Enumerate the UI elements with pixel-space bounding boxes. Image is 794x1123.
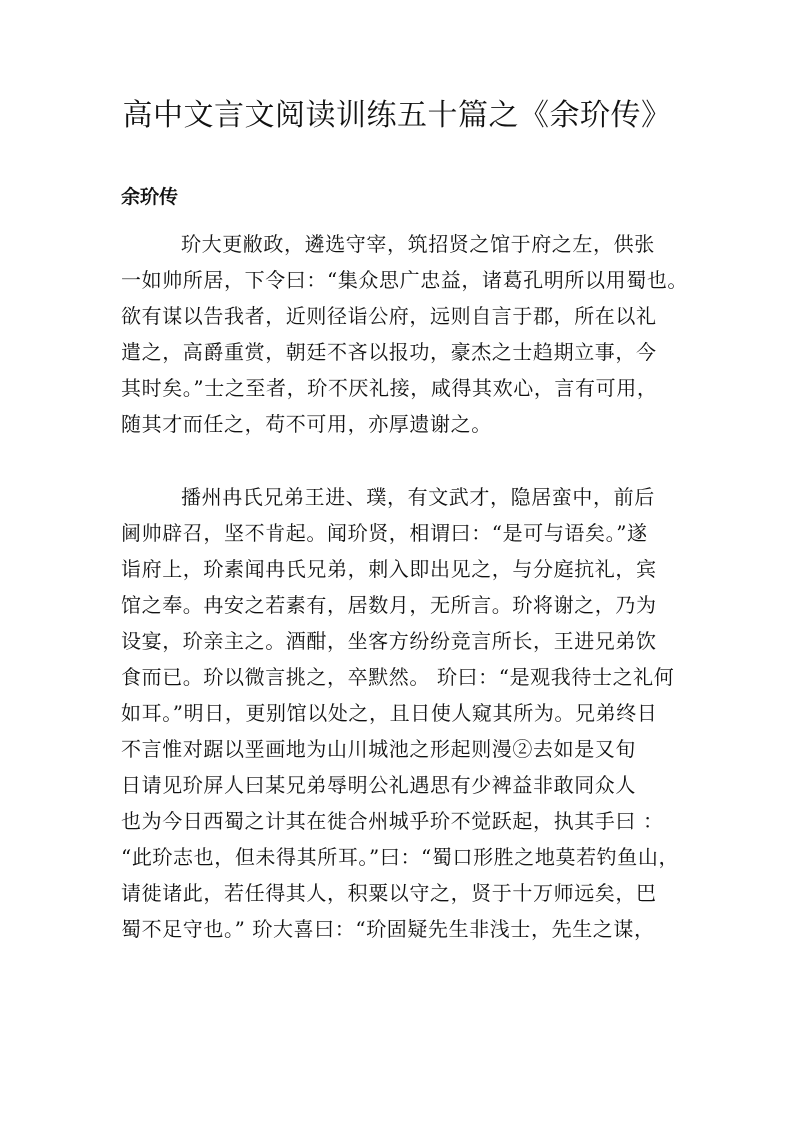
text-line: 馆之奉。冉安之若素有，居数月，无所言。玠将谢之，乃为 (121, 593, 657, 617)
text-line: 欲有谋以告我者，近则径诣公府，远则自言于郡，所在以礼 (121, 304, 657, 328)
text-line: 日请见玠屏人曰某兄弟辱明公礼遇思有少裨益非敢同众人 (121, 773, 636, 797)
text-line: 设宴，玠亲主之。酒酣，坐客方纷纷竞言所长，王进兄弟饮 (121, 629, 657, 653)
text-line: 也为今日西蜀之计其在徙合州城乎玠不觉跃起，执其手曰 ： (121, 809, 664, 833)
text-line: 播州冉氏兄弟王进、璞，有文武才，隐居蛮中，前后 (181, 485, 655, 509)
paragraph-1 (121, 226, 689, 442)
text-line: 玠大更敝政，遴选守宰，筑招贤之馆于府之左，供张 (181, 232, 655, 256)
text-line: 一如帅所居，下令曰：“集众思广忠益，诸葛孔明所以用蜀也。 (121, 268, 689, 292)
text-line: 阃帅辟召，坚不肯起。闻玠贤，相谓曰：“是可与语矣。”遂 (121, 521, 648, 545)
text-line: “此玠志也，但未得其所耳。”曰：“蜀口形胜之地莫若钓鱼山， (121, 845, 680, 869)
text-line: 随其才而任之，苟不可用，亦厚遗谢之。 (121, 412, 492, 436)
document-title: 高中文言文阅读训练五十篇之《余玠传》 (122, 98, 672, 133)
paragraph-2 (121, 479, 681, 947)
text-line: 如耳。”明日，更别馆以处之，且日使人窥其所为。兄弟终日 (121, 701, 658, 725)
text-line: 不言惟对踞以垩画地为山川城池之形起则漫②去如是又旬 (121, 737, 636, 761)
text-line: 遣之，高爵重赏，朝廷不吝以报功，豪杰之士趋期立事，今 (121, 340, 657, 364)
text-line: 其时矣。”士之至者，玠不厌礼接，咸得其欢心，言有可用， (121, 376, 658, 400)
text-line: 蜀不足守也。” 玠大喜曰：“玠固疑先生非浅士，先生之谋， (121, 917, 655, 941)
section-heading: 余玠传 (121, 186, 179, 208)
text-line: 请徙诸此，若任得其人，积粟以守之，贤于十万师远矣，巴 (121, 881, 657, 905)
text-line: 食而已。玠以微言挑之，卒默然。 玠曰：“是观我待士之礼何 (121, 665, 675, 689)
text-line: 诣府上，玠素闻冉氏兄弟，刺入即出见之，与分庭抗礼，宾 (121, 557, 657, 581)
